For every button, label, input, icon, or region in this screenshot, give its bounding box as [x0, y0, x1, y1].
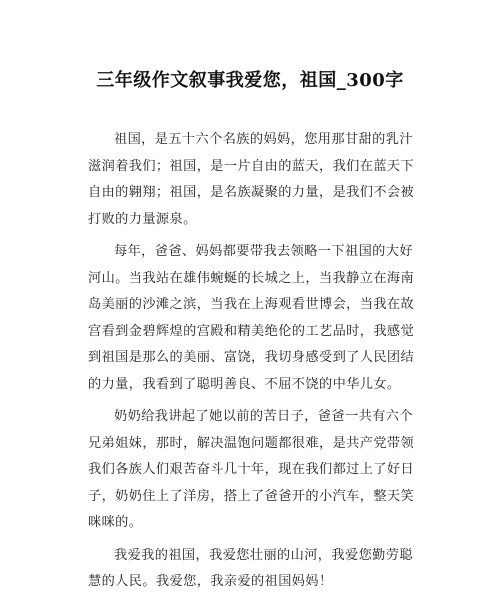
paragraph-line: 奶奶给我讲起了她以前的苦日子，爸爸一共有六个 — [114, 409, 413, 424]
paragraph-line: 兄弟姐妹，那时，解决温饱问题都很难，是共产党带领 — [88, 435, 415, 451]
paragraph-line: 子，奶奶住上了洋房，搭上了爸爸开的小汽车，整天笑 — [88, 488, 415, 504]
paragraph-line: 岛美丽的沙滩之滨，当我在上海观看世博会，当我在故 — [88, 297, 415, 312]
paragraph-line: 我们各族人们艰苦奋斗几十年，现在我们都过上了好日 — [88, 462, 415, 477]
document-body — [88, 127, 414, 602]
paragraph-4 — [88, 543, 414, 596]
paragraph-3 — [88, 404, 414, 537]
paragraph-line: 宫看到金碧辉煌的宫殿和精美绝伦的工艺品时，我感觉 — [88, 323, 415, 339]
paragraph-line: 打败的力量源泉。 — [88, 211, 197, 227]
paragraph-line: 的力量，我看到了聪明善良、不屈不饶的中华儿女。 — [88, 376, 401, 392]
paragraph-line: 河山。当我站在雄伟蜿蜒的长城之上，当我静立在海南 — [88, 270, 415, 286]
paragraph-line: 慧的人民。我爱您，我亲爱的祖国妈妈！ — [88, 574, 333, 589]
paragraph-line: 滋润着我们；祖国，是一片自由的蓝天，我们在蓝天下 — [88, 158, 415, 174]
paragraph-line: 每年，爸爸、妈妈都要带我去领略一下祖国的大好 — [114, 244, 413, 259]
document-title: 三年级作文叙事我爱您，祖国_300字 — [96, 70, 404, 91]
paragraph-line: 祖国，是五十六个名族的妈妈，您用那甘甜的乳汁 — [114, 132, 413, 147]
paragraph-line: 咪咪的。 — [88, 515, 143, 530]
paragraph-line: 到祖国是那么的美丽、富饶，我切身感受到了人民团结 — [88, 350, 415, 365]
paragraph-2 — [88, 239, 414, 398]
paragraph-line: 自由的翱翔；祖国，是名族凝聚的力量，是我们不会被 — [88, 185, 415, 200]
paragraph-line: 我爱我的祖国，我爱您壮丽的山河，我爱您勤劳聪 — [114, 547, 413, 563]
paragraph-1 — [88, 127, 414, 233]
